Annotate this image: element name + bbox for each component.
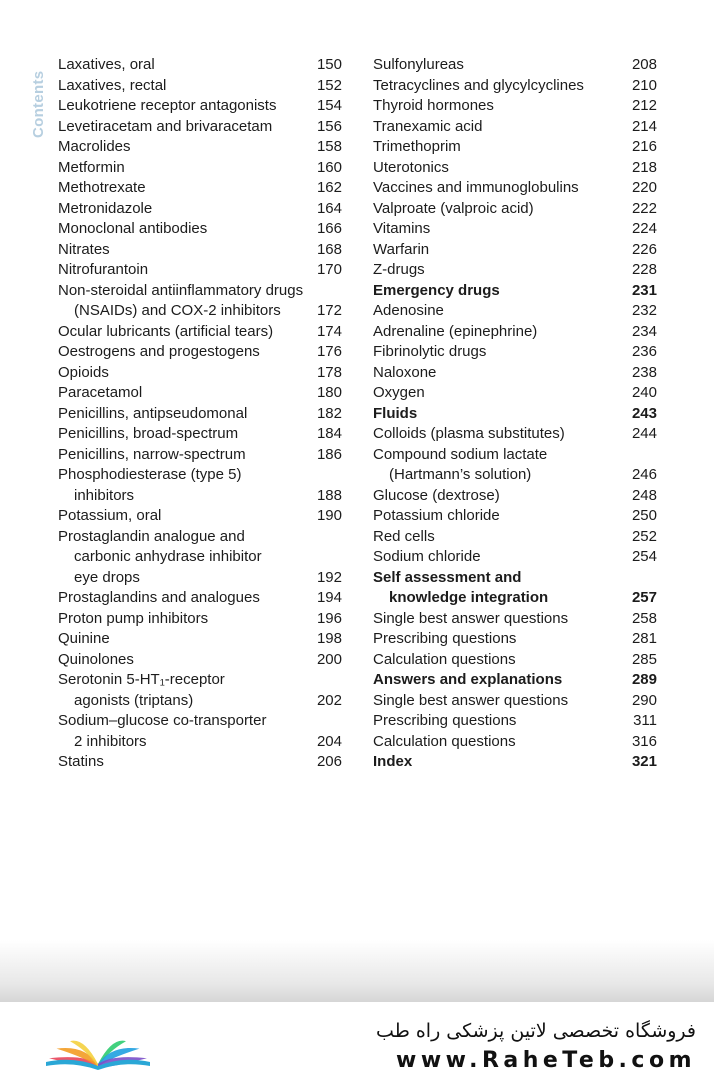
toc-entry[interactable] <box>373 363 657 384</box>
toc-entry[interactable] <box>58 404 342 425</box>
toc-entry-page: 240 <box>631 384 657 401</box>
toc-entry-title: Quinolones <box>58 650 134 668</box>
toc-entry[interactable] <box>58 260 342 281</box>
toc-entry-title: Macrolides <box>58 138 131 155</box>
toc-entry-title: Oestrogens and progestogens <box>58 343 260 360</box>
toc-entry-title: Potassium chloride <box>373 507 500 524</box>
toc-entry[interactable] <box>373 158 657 179</box>
toc-entry-title: Glucose (dextrose) <box>373 486 500 504</box>
toc-entry-title: Sodium chloride <box>373 548 481 565</box>
toc-entry-title: Compound sodium lactate <box>373 445 548 463</box>
toc-entry-page: 231 <box>631 281 657 299</box>
toc-entry-title: Naloxone <box>373 363 437 381</box>
toc-entry-title: Serotonin 5-HT₁-receptor <box>58 671 225 688</box>
toc-entry-page: 238 <box>631 363 657 381</box>
toc-entry-title: (NSAIDs) and COX-2 inhibitors <box>74 302 281 319</box>
toc-entry-title: Single best answer questions <box>373 691 569 709</box>
toc-entry-page: 321 <box>631 753 657 770</box>
toc-entry-title: Prostaglandin analogue and <box>58 527 245 545</box>
toc-entry-title: Uterotonics <box>373 158 449 176</box>
toc-entry-page: 158 <box>316 138 342 155</box>
toc-entry-title: Valproate (valproic acid) <box>373 199 534 217</box>
toc-entry[interactable] <box>58 137 342 158</box>
toc-entry[interactable] <box>373 240 657 261</box>
toc-entry[interactable] <box>373 76 657 97</box>
toc-entry-page: 168 <box>316 240 342 258</box>
toc-entry[interactable] <box>58 158 342 179</box>
toc-entry[interactable] <box>373 752 657 773</box>
toc-entry-title: Red cells <box>373 527 435 545</box>
toc-entry-page: 170 <box>316 261 342 278</box>
toc-entry[interactable] <box>58 342 342 363</box>
toc-entry[interactable] <box>373 547 657 568</box>
toc-entry[interactable] <box>373 506 657 527</box>
toc-entry[interactable] <box>58 219 342 240</box>
toc-entry[interactable] <box>373 178 657 199</box>
footer-banner <box>0 1002 714 1080</box>
toc-entry-title: Emergency drugs <box>373 281 500 299</box>
toc-entry[interactable] <box>58 568 342 589</box>
toc-entry-page: 234 <box>631 322 657 340</box>
toc-entry[interactable] <box>58 691 342 712</box>
toc-entry[interactable] <box>58 322 342 343</box>
toc-entry[interactable] <box>373 199 657 220</box>
toc-entry-page: 252 <box>631 527 657 545</box>
toc-entry-page: 254 <box>631 548 657 565</box>
toc-entry-page: 244 <box>631 425 657 442</box>
toc-entry[interactable] <box>58 732 342 753</box>
toc-entry-page: 226 <box>631 240 657 258</box>
toc-entry[interactable] <box>58 281 342 302</box>
toc-entry-title: Nitrofurantoin <box>58 261 149 278</box>
toc-entry-title: Calculation questions <box>373 650 516 668</box>
toc-entry-page: 186 <box>316 445 342 463</box>
toc-entry[interactable] <box>373 465 657 486</box>
toc-entry-title: Laxatives, oral <box>58 56 155 73</box>
toc-entry-title: Methotrexate <box>58 179 146 196</box>
toc-entry-page: 206 <box>316 753 342 770</box>
toc-entry-page: 184 <box>316 425 342 442</box>
toc-entry-title: Answers and explanations <box>373 671 563 688</box>
toc-entry-title: Nitrates <box>58 240 110 258</box>
toc-entry[interactable] <box>373 322 657 343</box>
toc-entry[interactable] <box>373 670 657 691</box>
toc-entry-page: 166 <box>316 220 342 237</box>
toc-entry-title: Penicillins, antipseudomonal <box>58 404 248 422</box>
toc-entry-title: Fibrinolytic drugs <box>373 343 487 360</box>
toc-entry-title: Phosphodiesterase (type 5) <box>58 466 242 483</box>
toc-entry-title: Sulfonylureas <box>373 56 464 73</box>
toc-entry[interactable] <box>373 219 657 240</box>
toc-entry-page: 236 <box>631 343 657 360</box>
toc-entry-title: Vitamins <box>373 220 431 237</box>
toc-entry-title: Proton pump inhibitors <box>58 609 209 627</box>
toc-entry-title: Non-steroidal antiinflammatory drugs <box>58 281 304 299</box>
toc-entry[interactable] <box>58 486 342 507</box>
toc-entry[interactable] <box>58 629 342 650</box>
toc-entry-page: 180 <box>316 384 342 401</box>
toc-entry-page: 222 <box>631 199 657 217</box>
toc-entry[interactable] <box>58 383 342 404</box>
toc-entry[interactable] <box>373 96 657 117</box>
toc-entry[interactable] <box>373 691 657 712</box>
toc-entry-title: Monoclonal antibodies <box>58 220 208 237</box>
toc-entry-page: 204 <box>316 732 342 750</box>
toc-entry[interactable] <box>58 76 342 97</box>
toc-entry[interactable] <box>58 363 342 384</box>
toc-entry[interactable] <box>373 55 657 76</box>
toc-entry-page: 190 <box>316 507 342 524</box>
toc-entry-title: Tranexamic acid <box>373 117 483 135</box>
toc-entry-title: Paracetamol <box>58 384 143 401</box>
toc-entry[interactable] <box>373 137 657 158</box>
toc-entry-title: Adenosine <box>373 302 444 319</box>
toc-entry-page: 154 <box>316 97 342 114</box>
toc-entry-page: 150 <box>316 56 342 73</box>
toc-right-column <box>373 55 657 773</box>
toc-entry[interactable] <box>58 199 342 220</box>
toc-entry-page: 160 <box>316 158 342 176</box>
toc-entry-title: Potassium, oral <box>58 507 162 524</box>
toc-entry-page: 250 <box>631 507 657 524</box>
toc-entry-title: Metronidazole <box>58 199 153 217</box>
toc-entry-page: 316 <box>631 732 657 750</box>
toc-entry-title: Oxygen <box>373 384 425 401</box>
toc-entry-page: 194 <box>316 589 342 606</box>
toc-entry-title: Self assessment and <box>373 568 522 586</box>
toc-entry[interactable] <box>58 752 342 773</box>
toc-entry[interactable] <box>58 527 342 548</box>
toc-entry-page: 174 <box>316 322 342 340</box>
toc-entry-title: Quinine <box>58 630 110 647</box>
toc-entry[interactable] <box>58 301 342 322</box>
toc-entry-title: Prescribing questions <box>373 712 517 729</box>
toc-entry[interactable] <box>58 117 342 138</box>
toc-entry-page: 188 <box>316 486 342 504</box>
toc-entry-page: 285 <box>631 650 657 668</box>
toc-entry-page: 243 <box>631 404 657 422</box>
toc-entry-page: 220 <box>631 179 657 196</box>
toc-entry-title: Tetracyclines and glycylcyclines <box>373 76 584 94</box>
toc-entry-page: 196 <box>316 609 342 627</box>
toc-entry-page: 212 <box>631 97 657 114</box>
toc-entry[interactable] <box>373 281 657 302</box>
toc-entry[interactable] <box>373 342 657 363</box>
toc-entry-page: 192 <box>316 568 342 586</box>
toc-entry-page: 198 <box>316 630 342 647</box>
toc-entry[interactable] <box>373 260 657 281</box>
toc-entry[interactable] <box>373 629 657 650</box>
toc-entry-title: (Hartmann’s solution) <box>389 466 532 483</box>
toc-entry-page: 214 <box>631 117 657 135</box>
toc-entry-title: Colloids (plasma substitutes) <box>373 425 565 442</box>
toc-entry-title: Index <box>373 753 413 770</box>
toc-entry-title: Levetiracetam and brivaracetam <box>58 117 273 135</box>
toc-entry-title: Trimethoprim <box>373 138 461 155</box>
toc-entry-title: Sodium–glucose co-transporter <box>58 712 267 729</box>
toc-entry[interactable] <box>373 650 657 671</box>
toc-entry[interactable] <box>373 404 657 425</box>
toc-entry[interactable] <box>58 55 342 76</box>
toc-entry-title: inhibitors <box>74 486 135 504</box>
toc-entry-title: 2 inhibitors <box>74 732 147 750</box>
toc-entry[interactable] <box>58 588 342 609</box>
toc-entry-page: 162 <box>316 179 342 196</box>
toc-entry-title: Ocular lubricants (artificial tears) <box>58 322 274 340</box>
page-shadow <box>0 940 714 1002</box>
toc-entry-title: knowledge integration <box>389 589 549 606</box>
toc-entry-title: Z-drugs <box>373 261 425 278</box>
toc-entry-page: 216 <box>631 138 657 155</box>
toc-entry-title: Penicillins, narrow-spectrum <box>58 445 246 463</box>
toc-entry-title: Penicillins, broad-spectrum <box>58 425 239 442</box>
toc-entry-title: Vaccines and immunoglobulins <box>373 179 579 196</box>
toc-entry-title: Leukotriene receptor antagonists <box>58 97 277 114</box>
toc-entry[interactable] <box>373 301 657 322</box>
toc-entry[interactable] <box>373 486 657 507</box>
toc-entry[interactable] <box>373 424 657 445</box>
toc-entry-page: 208 <box>631 56 657 73</box>
toc-entry[interactable] <box>373 527 657 548</box>
toc-entry-page: 290 <box>631 691 657 709</box>
toc-entry[interactable] <box>58 711 342 732</box>
toc-entry-page: 200 <box>316 650 342 668</box>
toc-entry[interactable] <box>373 732 657 753</box>
toc-entry-title: Warfarin <box>373 240 430 258</box>
toc-entry[interactable] <box>58 506 342 527</box>
toc-entry-title: Adrenaline (epinephrine) <box>373 322 538 340</box>
toc-entry[interactable] <box>58 178 342 199</box>
toc-entry-page: 172 <box>316 302 342 319</box>
toc-entry-title: Statins <box>58 753 104 770</box>
toc-entry-page: 257 <box>631 589 657 606</box>
toc-entry-page: 246 <box>631 466 657 483</box>
toc-entry-page: 176 <box>316 343 342 360</box>
toc-entry-page: 178 <box>316 363 342 381</box>
toc-entry[interactable] <box>58 240 342 261</box>
toc-entry-page: 202 <box>316 691 342 709</box>
toc-entry[interactable] <box>373 117 657 138</box>
toc-entry-page: 218 <box>631 158 657 176</box>
toc-entry[interactable] <box>58 670 342 691</box>
toc-entry-title: Calculation questions <box>373 732 516 750</box>
toc-entry-page: 258 <box>631 609 657 627</box>
toc-entry-title: Laxatives, rectal <box>58 76 167 94</box>
toc-entry-page: 232 <box>631 302 657 319</box>
toc-entry-title: eye drops <box>74 568 140 586</box>
toc-entry-page: 248 <box>631 486 657 504</box>
toc-entry-page: 311 <box>633 712 657 729</box>
toc-entry[interactable] <box>58 445 342 466</box>
toc-entry-page: 164 <box>316 199 342 217</box>
toc-entry-title: carbonic anhydrase inhibitor <box>74 548 262 565</box>
toc-entry-page: 281 <box>631 630 657 647</box>
toc-entry-title: Metformin <box>58 158 125 176</box>
toc-entry-title: Prescribing questions <box>373 630 517 647</box>
toc-entry-page: 210 <box>631 76 657 94</box>
toc-entry-page: 152 <box>316 76 342 94</box>
toc-entry[interactable] <box>58 547 342 568</box>
toc-entry-title: Prostaglandins and analogues <box>58 589 260 606</box>
contents-side-label: Contents <box>30 70 47 138</box>
toc-entry-title: Fluids <box>373 404 418 422</box>
toc-entry[interactable] <box>373 588 657 609</box>
brand-url-link[interactable]: www.RaheTeb.com <box>396 1048 696 1073</box>
toc-entry-page: 182 <box>316 404 342 422</box>
toc-entry-page: 289 <box>631 671 657 688</box>
brand-name-persian: فروشگاه تخصصی لاتین پزشکی راه طب <box>376 1020 696 1042</box>
toc-entry-page: 224 <box>631 220 657 237</box>
toc-entry[interactable] <box>58 650 342 671</box>
toc-left-column <box>58 55 342 773</box>
book-logo-icon <box>38 1016 158 1071</box>
toc-entry-page: 228 <box>631 261 657 278</box>
toc-entry[interactable] <box>58 96 342 117</box>
toc-entry-page: 156 <box>316 117 342 135</box>
toc-entry[interactable] <box>373 445 657 466</box>
toc-entry[interactable] <box>373 711 657 732</box>
toc-entry[interactable] <box>58 609 342 630</box>
toc-entry-title: agonists (triptans) <box>74 691 194 709</box>
toc-entry[interactable] <box>373 383 657 404</box>
toc-entry-title: Thyroid hormones <box>373 97 494 114</box>
toc-entry[interactable] <box>373 568 657 589</box>
toc-entry[interactable] <box>58 465 342 486</box>
toc-entry[interactable] <box>58 424 342 445</box>
toc-entry[interactable] <box>373 609 657 630</box>
toc-entry-title: Single best answer questions <box>373 609 569 627</box>
toc-entry-title: Opioids <box>58 363 109 381</box>
